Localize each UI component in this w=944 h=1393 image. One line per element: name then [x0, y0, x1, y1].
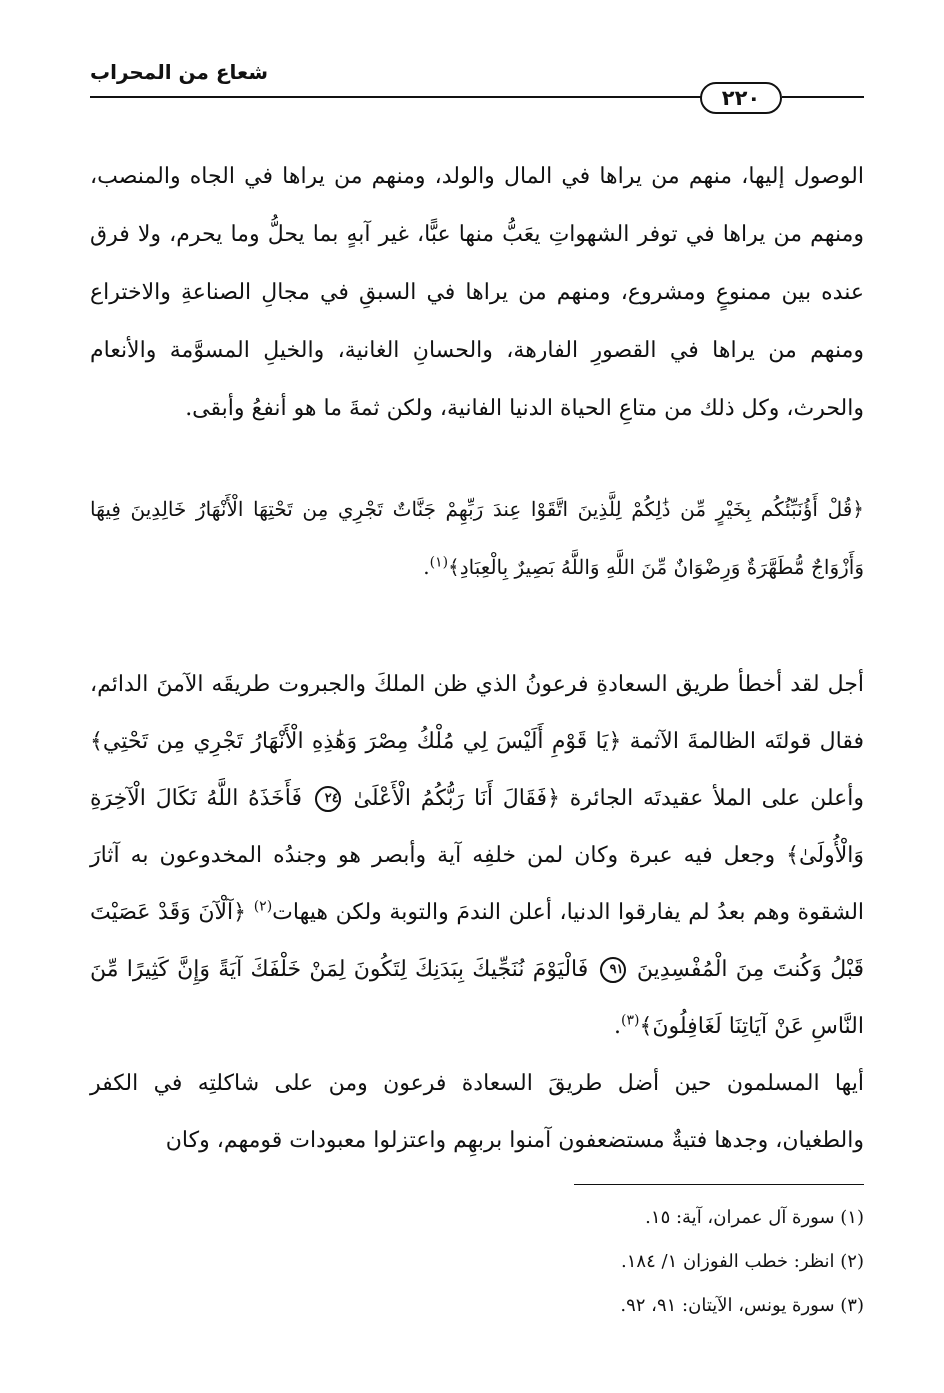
quran-verse: ﴿قُلْ أَؤُنَبِّئُكُم بِخَيْرٍ مِّن ذَٰلِكُمْ لِلَّذِينَ اتَّقَوْا عِندَ رَبِّهِمْ جَنَّاتٌ تَجْرِي مِن تَحْتِهَا الْأَنْهَارُ خَالِدِينَ فِيهَا وَأَزْوَاجٌ مُّطَهَّرَةٌ وَرِضْوَانٌ مِّنَ اللَّهِ وَاللَّهُ بَصِيرٌ بِالْعِبَادِ﴾	[90, 497, 864, 579]
quran-verse: ﴿آلْآنَ وَقَدْ عَصَيْتَ قَبْلُ وَكُنتَ مِنَ الْمُفْسِدِينَ	[90, 900, 865, 982]
ayah-number-icon: ٩١	[600, 957, 626, 983]
quran-verse: فَالْيَوْمَ نُنَجِّيكَ بِبَدَنِكَ لِتَكُونَ لِمَنْ خَلْفَكَ آيَةً وَإِنَّ كَثِيرًا مِّنَ النَّاسِ عَنْ آيَاتِنَا لَغَافِلُونَ﴾	[90, 957, 864, 1039]
ayah-number-icon: ٢٤	[315, 786, 341, 812]
footnote-marker: (٢)	[253, 898, 273, 915]
footnote-2: (٢) انظر: خطب الفوزان ١/ ١٨٤.	[621, 1251, 864, 1272]
paragraph-2: أجل لقد أخطأ طريق السعادةِ فرعونُ الذي ظن الملكَ والجبروت طريقَه الآمنَ الدائم، فقال قولتَه الظالمةَ الآثمة ﴿يَا قَوْمِ أَلَيْسَ لِي مُلْكُ مِصْرَ وَهَٰذِهِ الْأَنْهَارُ تَجْرِي مِن تَحْتِي﴾ وأعلن على الملأ عقيدتَه الجائرة ﴿فَقَالَ أَنَا رَبُّكُمُ الْأَعْلَىٰ ٢٤ فَأَخَذَهُ اللَّهُ نَكَالَ الْآخِرَةِ وَالْأُولَىٰ﴾ وجعل فيه عبرة وكان لمن خلفِه آية وأبصر هو وجندُه المخدوعون به آثارَ الشقوة وهم بعدُ لم يفارقوا الدنيا، أعلن الندمَ والتوبة ولكن هيهات$^{(٢)}$ ﴿آلْآنَ وَقَدْ عَصَيْتَ قَبْلُ وَكُنتَ مِنَ الْمُفْسِدِينَ ٩١ فَالْيَوْمَ نُنَجِّيكَ بِبَدَنِكَ لِتَكُونَ لِمَنْ خَلْفَكَ آيَةً وَإِنَّ كَثِيرًا مِّنَ النَّاسِ عَنْ آيَاتِنَا لَغَافِلُونَ﴾$^{(٣)}$.	[90, 672, 865, 1039]
footnotes	[90, 1203, 864, 1335]
paragraph-text: وجعل فيه عبرة وكان لمن خلفِه آية وأبصر هو وجندُه المخدوعون به آثارَ الشقوة وهم بعدُ لم يفارقوا الدنيا، أعلن الندمَ والتوبة ولكن هيهات	[90, 843, 865, 925]
quran-verse: فَأَخَذَهُ اللَّهُ نَكَالَ الْآخِرَةِ وَالْأُولَىٰ﴾	[90, 786, 864, 868]
paragraph-text: وأعلن على الملأ عقيدتَه الجائرة	[569, 786, 864, 811]
paragraph-3: أيها المسلمون حين أضل طريقَ السعادة فرعون ومن على شاكلتِه في الكفر والطغيان، وجدها فتيةٌ مستضعفون آمنوا بربهِم واعتزلوا معبودات قومهم، وكان	[90, 1071, 864, 1153]
paragraph-1: الوصول إليها، منهم من يراها في المال والولد، ومنهم من يراها في الجاه والمنصب، ومنهم من يراها في توفر الشهواتِ يعَبُّ منها عبًّا، غير آبهٍ بما يحلُّ وما يحرم، ولا فرق عنده بين ممنوعٍ ومشروع، ومنهم من يراها في السبقِ في مجالِ الصناعةِ والاختراع ومنهم من يراها في القصورِ الفارهة، والحسانِ الغانية، والخيلِ المسوَّمة والأنعام والحرث، وكل ذلك من متاعِ الحياة الدنيا الفانية، ولكن ثمةَ ما هو أنفعُ وأبقى.	[90, 164, 864, 421]
quran-verse: ﴿يَا قَوْمِ أَلَيْسَ لِي مُلْكُ مِصْرَ وَهَٰذِهِ الْأَنْهَارُ تَجْرِي مِن تَحْتِي﴾	[90, 729, 622, 754]
footnote-marker: (١)	[429, 554, 449, 571]
footnote-3: (٣) سورة يونس، الآيتان: ٩١، ٩٢.	[620, 1295, 864, 1316]
quran-verse: ﴿فَقَالَ أَنَا رَبُّكُمُ الْأَعْلَىٰ	[353, 786, 560, 811]
footnote-divider	[574, 1184, 864, 1185]
header-rule-right	[782, 96, 864, 98]
header-rule	[90, 96, 702, 98]
running-title: شعاع من المحراب	[90, 60, 269, 84]
quran-verse-block: ﴿قُلْ أَؤُنَبِّئُكُم بِخَيْرٍ مِّن ذَٰلِكُمْ لِلَّذِينَ اتَّقَوْا عِندَ رَبِّهِمْ جَنَّاتٌ تَجْرِي مِن تَحْتِهَا الْأَنْهَارُ خَالِدِينَ فِيهَا وَأَزْوَاجٌ مُّطَهَّرَةٌ وَرِضْوَانٌ مِّنَ اللَّهِ وَاللَّهُ بَصِيرٌ بِالْعِبَادِ﴾$^{(١)}$.	[90, 497, 864, 579]
footnote-1: (١) سورة آل عمران، آية: ١٥.	[645, 1207, 864, 1228]
paragraph-text: أجل لقد أخطأ طريق السعادةِ فرعونُ الذي ظن الملكَ والجبروت طريقَه الآمنَ الدائم، فقال قولتَه الظالمةَ الآثمة	[90, 672, 864, 754]
footnote-marker: (٣)	[621, 1012, 640, 1029]
page-number: ٢٢٠	[700, 82, 782, 114]
